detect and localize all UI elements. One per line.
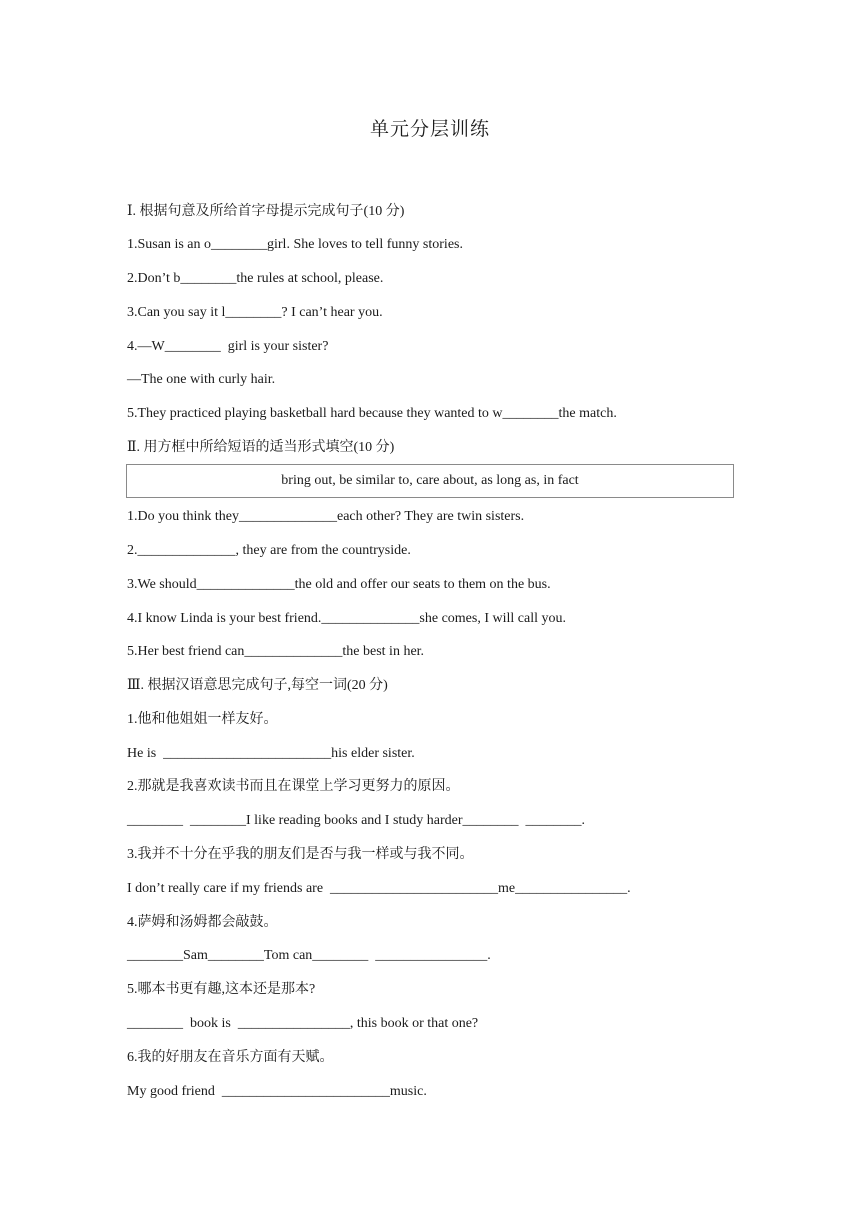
question-line: 5.Her best friend can______________the best in her. [127, 644, 425, 659]
question-line: 3.We should______________the old and offer our seats to them on the bus. [127, 577, 551, 592]
chinese-prompt: 1.他和他姐姐一样友好。 [127, 712, 278, 727]
question-line: 2.Don’t b________the rules at school, please. [127, 271, 384, 286]
question-line: 3.Can you say it l________? I can’t hear you. [127, 305, 383, 320]
english-answer-line: He is ________________________his elder sister. [127, 746, 415, 761]
chinese-prompt: 5.哪本书更有趣,这本还是那本? [127, 982, 316, 997]
section-2-heading: Ⅱ. 用方框中所给短语的适当形式填空(10 分) [127, 440, 395, 455]
chinese-prompt: 3.我并不十分在乎我的朋友们是否与我一样或与我不同。 [127, 847, 474, 862]
phrase-box: bring out, be similar to, care about, as long as, in fact [126, 464, 734, 498]
chinese-prompt: 6.我的好朋友在音乐方面有天赋。 [127, 1050, 334, 1065]
english-answer-line: ________ ________I like reading books and I study harder________ ________. [127, 813, 586, 828]
answer-line: —The one with curly hair. [127, 372, 276, 387]
question-line: 4.—W________ girl is your sister? [127, 339, 329, 354]
english-answer-line: ________Sam________Tom can________ ________________. [127, 948, 491, 963]
english-answer-line: ________ book is ________________, this book or that one? [127, 1016, 479, 1031]
question-line: 1.Do you think they______________each other? They are twin sisters. [127, 509, 525, 524]
english-answer-line: I don’t really care if my friends are ________________________me________________. [127, 881, 631, 896]
english-answer-line: My good friend ________________________music. [127, 1084, 427, 1099]
question-line: 1.Susan is an o________girl. She loves to tell funny stories. [127, 237, 463, 252]
question-line: 4.I know Linda is your best friend.______________she comes, I will call you. [127, 611, 566, 626]
chinese-prompt: 2.那就是我喜欢读书而且在课堂上学习更努力的原因。 [127, 779, 460, 794]
page-title: 单元分层训练 [369, 119, 490, 140]
question-line: 5.They practiced playing basketball hard because they wanted to w________the match. [127, 406, 617, 421]
section-1-heading: Ⅰ. 根据句意及所给首字母提示完成句子(10 分) [127, 204, 405, 219]
chinese-prompt: 4.萨姆和汤姆都会敲鼓。 [127, 915, 278, 930]
section-3-heading: Ⅲ. 根据汉语意思完成句子,每空一词(20 分) [127, 678, 388, 693]
question-line: 2.______________, they are from the countryside. [127, 543, 411, 558]
